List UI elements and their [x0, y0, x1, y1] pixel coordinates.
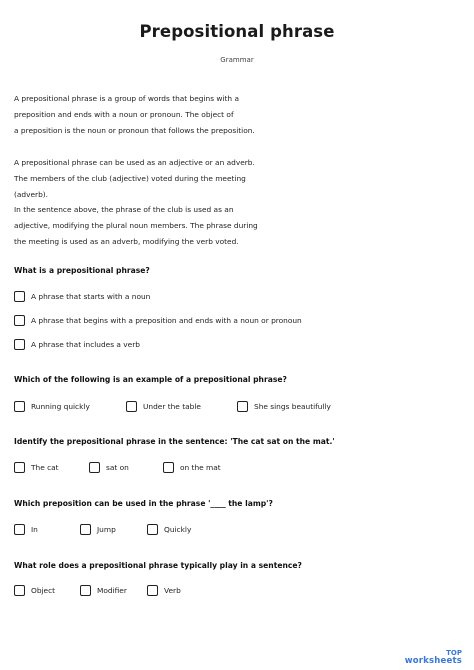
q3-option-1[interactable]: [14, 462, 59, 473]
checkbox[interactable]: [14, 585, 25, 596]
brand-logo: [405, 649, 462, 666]
checkbox[interactable]: [126, 401, 137, 412]
intro-paragraph: [14, 91, 454, 138]
paragraph-line: the meeting is used as an adverb, modifying the verb voted.: [14, 236, 239, 246]
checkbox[interactable]: [147, 585, 158, 596]
q3-option-3[interactable]: [163, 462, 221, 473]
paragraph-line: The members of the club (adjective) voted during the meeting: [14, 173, 246, 183]
q1-option-2[interactable]: [14, 315, 302, 326]
paragraph-line: A prepositional phrase can be used as an adjective or an adverb.: [14, 158, 255, 167]
option-label: A phrase that begins with a preposition and ends with a noun or pronoun: [31, 316, 302, 325]
brand-top-text: TOP: [446, 649, 462, 657]
option-label: A phrase that includes a verb: [31, 340, 140, 349]
question-3: Identify the prepositional phrase in the sentence: 'The cat sat on the mat.': [14, 437, 335, 446]
option-label: Verb: [164, 586, 181, 595]
question-1: What is a prepositional phrase?: [14, 266, 150, 275]
paragraph-line: preposition and ends with a noun or pronoun. The object of: [14, 109, 234, 119]
checkbox[interactable]: [14, 315, 25, 326]
q4-option-3[interactable]: [147, 524, 191, 535]
checkbox[interactable]: [80, 524, 91, 535]
option-label: on the mat: [180, 463, 221, 472]
option-label: Under the table: [143, 402, 201, 411]
checkbox[interactable]: [14, 401, 25, 412]
paragraph-line: In the sentence above, the phrase of the club is used as an: [14, 205, 234, 215]
checkbox[interactable]: [163, 462, 174, 473]
option-label: Running quickly: [31, 402, 90, 411]
paragraph-line: a preposition is the noun or pronoun that follows the preposition.: [14, 125, 255, 135]
checkbox[interactable]: [14, 462, 25, 473]
option-label: Quickly: [164, 525, 192, 534]
q2-option-1[interactable]: [14, 401, 90, 412]
checkbox[interactable]: [80, 585, 91, 596]
page-subtitle: Grammar: [220, 56, 254, 64]
q1-option-3[interactable]: [14, 339, 140, 350]
option-label: She sings beautifully: [254, 402, 331, 411]
checkbox[interactable]: [14, 291, 25, 302]
page-title: Prepositional phrase: [139, 22, 335, 41]
question-4: Which preposition can be used in the phrase '____ the lamp'?: [14, 499, 273, 508]
checkbox[interactable]: [237, 401, 248, 412]
option-label: Modifier: [97, 586, 127, 595]
checkbox[interactable]: [14, 524, 25, 535]
paragraph-line: (adverb).: [14, 189, 48, 199]
option-label: Jump: [97, 525, 116, 534]
q5-option-3[interactable]: [147, 585, 181, 596]
q4-option-2[interactable]: [80, 524, 116, 535]
brand-bottom-text: worksheets: [404, 656, 462, 666]
checkbox[interactable]: [14, 339, 25, 350]
usage-paragraph: [14, 155, 454, 250]
question-5: What role does a prepositional phrase typically play in a sentence?: [14, 561, 302, 570]
q3-option-2[interactable]: [89, 462, 129, 473]
option-label: A phrase that starts with a noun: [31, 292, 151, 301]
checkbox[interactable]: [89, 462, 100, 473]
q2-option-2[interactable]: [126, 401, 201, 412]
q4-option-1[interactable]: [14, 524, 38, 535]
paragraph-line: adjective, modifying the plural noun members. The phrase during: [14, 221, 258, 231]
q5-option-1[interactable]: [14, 585, 55, 596]
q1-option-1[interactable]: [14, 291, 150, 302]
option-label: The cat: [31, 463, 59, 472]
q5-option-2[interactable]: [80, 585, 127, 596]
option-label: In: [31, 525, 38, 534]
question-2: Which of the following is an example of a prepositional phrase?: [14, 375, 287, 384]
q2-option-3[interactable]: [237, 401, 331, 412]
option-label: sat on: [106, 463, 129, 472]
checkbox[interactable]: [147, 524, 158, 535]
option-label: Object: [31, 586, 56, 595]
paragraph-line: A prepositional phrase is a group of words that begins with a: [14, 94, 239, 103]
